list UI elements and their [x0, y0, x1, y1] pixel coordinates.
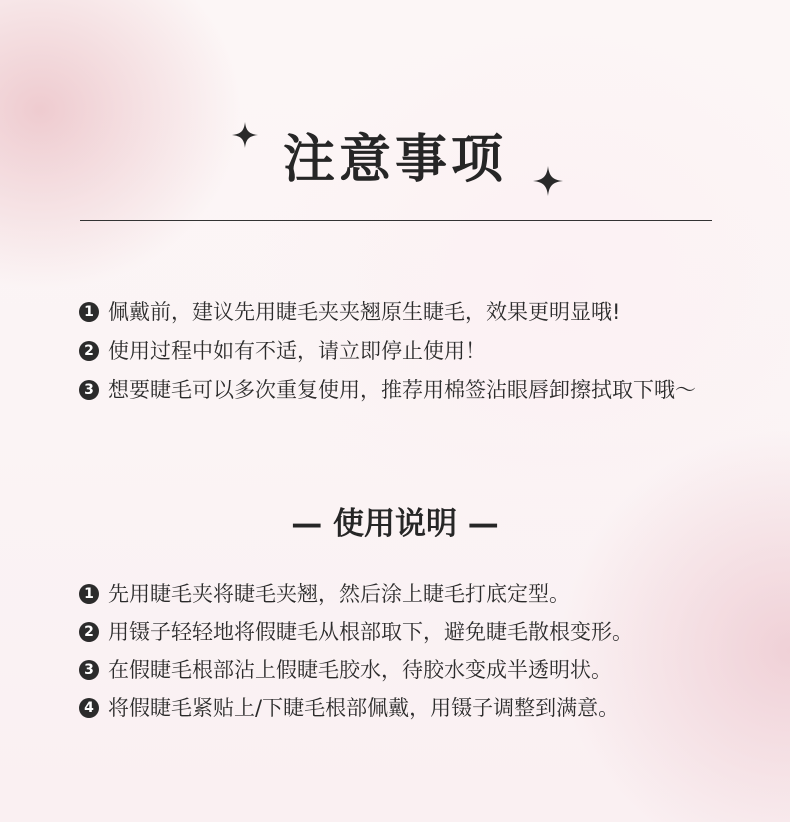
number-badge: 2	[79, 622, 99, 642]
number-badge: 2	[79, 341, 99, 361]
list-item	[79, 332, 696, 371]
usage-list	[79, 575, 633, 727]
list-item	[79, 371, 696, 410]
usage-text: 将假睫毛紧贴上/下睫毛根部佩戴，用镊子调整到满意。	[108, 696, 620, 720]
list-item	[79, 575, 633, 613]
list-item	[79, 689, 633, 727]
note-text: 使用过程中如有不适，请立即停止使用！	[108, 339, 486, 363]
usage-text: 用镊子轻轻地将假睫毛从根部取下，避免睫毛散根变形。	[108, 620, 633, 644]
note-text: 佩戴前，建议先用睫毛夹夹翘原生睫毛，效果更明显哦!	[108, 300, 621, 324]
notes-list	[79, 293, 696, 410]
list-item	[79, 613, 633, 651]
number-badge: 4	[79, 698, 99, 718]
section-title: — 使用说明 —	[291, 506, 499, 542]
note-text: 想要睫毛可以多次重复使用，推荐用棉签沾眼唇卸擦拭取下哦～	[108, 378, 696, 402]
page-title: 注意事项	[282, 130, 507, 190]
number-badge: 1	[79, 584, 99, 604]
title-divider	[80, 220, 712, 221]
number-badge: 3	[79, 660, 99, 680]
number-badge: 1	[79, 302, 99, 322]
list-item	[79, 651, 633, 689]
number-badge: 3	[79, 380, 99, 400]
list-item	[79, 293, 696, 332]
sparkle-icon	[533, 166, 563, 196]
usage-text: 在假睫毛根部沾上假睫毛胶水，待胶水变成半透明状。	[108, 658, 612, 682]
usage-text: 先用睫毛夹将睫毛夹翘，然后涂上睫毛打底定型。	[108, 582, 570, 606]
